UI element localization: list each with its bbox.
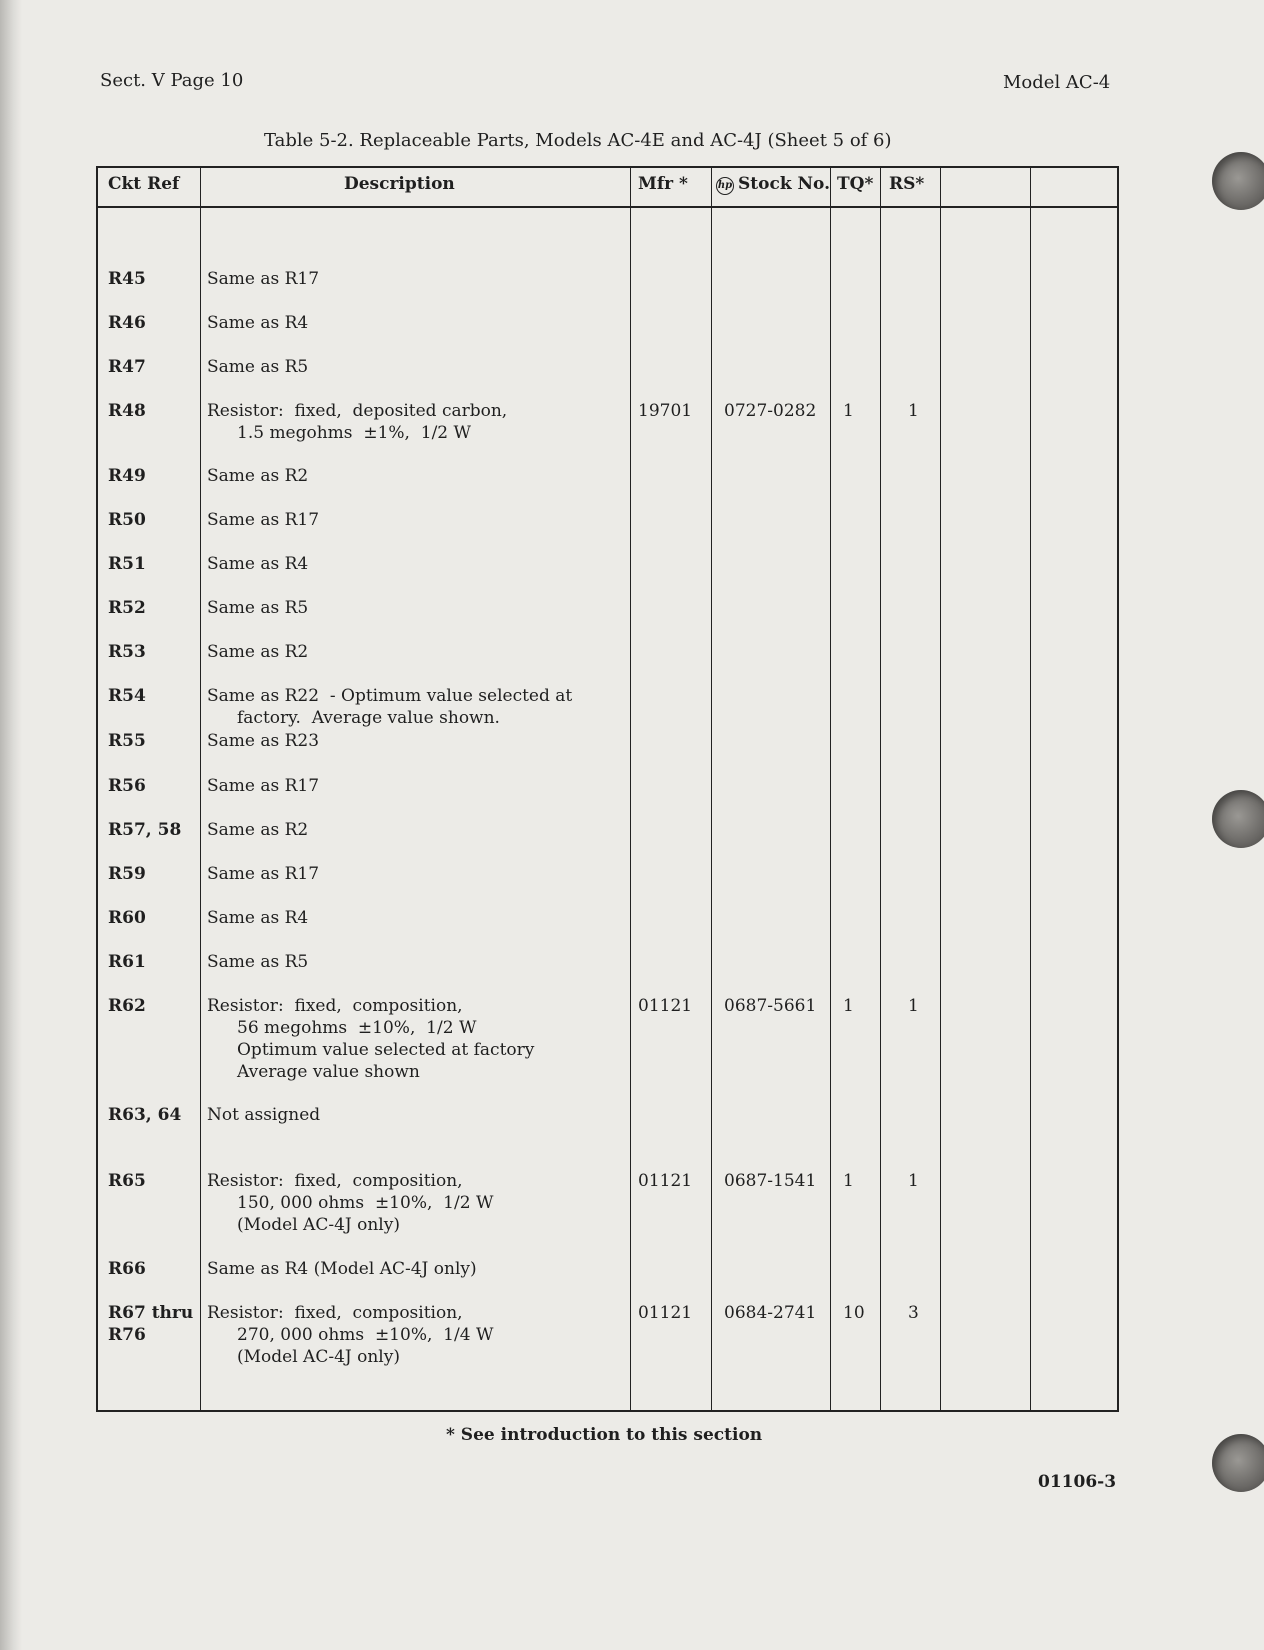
- col-divider: [880, 166, 881, 1412]
- tq-cell: 1: [843, 996, 854, 1016]
- ckt-ref-cell: [108, 863, 146, 885]
- description-cell: [207, 819, 308, 841]
- description-cell: [207, 1302, 493, 1368]
- description-cell: [207, 1258, 477, 1280]
- description-line: Same as R17: [207, 269, 320, 289]
- description-line: Resistor: fixed, composition,: [207, 996, 463, 1016]
- ckt-ref-text: R45: [108, 269, 146, 289]
- stock-number-cell: 0687-1541: [724, 1171, 817, 1191]
- description-line: 270, 000 ohms ±10%, 1/4 W: [237, 1325, 494, 1345]
- mfr-cell: 01121: [638, 1303, 693, 1323]
- header-divider: [96, 206, 1119, 208]
- description-line: Optimum value selected at factory: [237, 1040, 535, 1060]
- description-line: 56 megohms ±10%, 1/2 W: [237, 1018, 477, 1038]
- ckt-ref-text: R56: [108, 776, 146, 796]
- description-cell: [207, 312, 308, 334]
- ckt-ref-cell: [108, 907, 146, 929]
- description-line: Same as R22 - Optimum value selected at: [207, 686, 573, 706]
- hp-logo-icon: hp: [716, 177, 734, 195]
- description-line: (Model AC-4J only): [237, 1215, 400, 1235]
- ckt-ref-text: R55: [108, 731, 146, 751]
- description-line: Average value shown: [237, 1062, 420, 1082]
- description-cell: [207, 951, 308, 973]
- ckt-ref-text: R65: [108, 1171, 146, 1191]
- ckt-ref-cell: [108, 312, 146, 334]
- ckt-ref-cell: [108, 268, 146, 290]
- ckt-ref-cell: [108, 775, 146, 797]
- description-cell: [207, 863, 319, 885]
- description-line: 150, 000 ohms ±10%, 1/2 W: [237, 1193, 494, 1213]
- description-line: 1.5 megohms ±1%, 1/2 W: [237, 423, 471, 443]
- binder-hole-top: [1212, 152, 1264, 210]
- description-line: Same as R17: [207, 864, 320, 884]
- ckt-ref-text: R60: [108, 908, 146, 928]
- col-divider: [711, 166, 712, 1412]
- col-header-stock: [716, 174, 830, 195]
- ckt-ref-text: R67 thru: [108, 1303, 194, 1323]
- description-cell: [207, 1104, 320, 1126]
- description-line: Not assigned: [207, 1105, 321, 1125]
- col-header-description: Description: [344, 174, 455, 194]
- tq-cell: 1: [843, 1171, 854, 1191]
- ckt-ref-text: R63, 64: [108, 1105, 182, 1125]
- ckt-ref-cell: [108, 641, 146, 663]
- description-line: Resistor: fixed, deposited carbon,: [207, 401, 508, 421]
- ckt-ref-text: R61: [108, 952, 146, 972]
- ckt-ref-cell: [108, 509, 146, 531]
- rs-cell: 1: [908, 1171, 919, 1191]
- description-line: Same as R4: [207, 554, 309, 574]
- description-line: Resistor: fixed, composition,: [207, 1171, 463, 1191]
- description-line: Same as R2: [207, 820, 309, 840]
- description-line: Same as R5: [207, 357, 309, 377]
- col-header-tq: TQ*: [837, 174, 874, 194]
- description-line: Resistor: fixed, composition,: [207, 1303, 463, 1323]
- description-cell: [207, 907, 308, 929]
- ckt-ref-cell: [108, 465, 146, 487]
- rs-cell: 3: [908, 1303, 919, 1323]
- description-line: Same as R4: [207, 908, 309, 928]
- table-title: Table 5-2. Replaceable Parts, Models AC-4E and AC-4J (Sheet 5 of 6): [264, 130, 892, 151]
- ckt-ref-text: R52: [108, 598, 146, 618]
- description-cell: [207, 465, 308, 487]
- section-page-label: Sect. V Page 10: [100, 70, 244, 91]
- description-line: Same as R23: [207, 731, 320, 751]
- description-line: Same as R4 (Model AC-4J only): [207, 1259, 477, 1279]
- stock-number-cell: 0687-5661: [724, 996, 817, 1016]
- model-label: Model AC-4: [1003, 72, 1111, 93]
- description-cell: [207, 268, 319, 290]
- col-header-mfr: Mfr *: [638, 174, 688, 194]
- stock-number-cell: 0727-0282: [724, 401, 817, 421]
- ckt-ref-text: R59: [108, 864, 146, 884]
- col-header-rs: RS*: [889, 174, 925, 194]
- binder-hole-middle: [1212, 790, 1264, 848]
- description-cell: [207, 685, 572, 729]
- mfr-cell: 19701: [638, 401, 693, 421]
- ckt-ref-cell: [108, 685, 146, 707]
- document-number: 01106-3: [1038, 1472, 1117, 1492]
- description-line: Same as R17: [207, 776, 320, 796]
- mfr-cell: 01121: [638, 996, 693, 1016]
- description-line: Same as R5: [207, 598, 309, 618]
- ckt-ref-cell: [108, 730, 146, 752]
- ckt-ref-text: R47: [108, 357, 146, 377]
- stock-number-cell: 0684-2741: [724, 1303, 817, 1323]
- description-cell: [207, 597, 308, 619]
- ckt-ref-cell: [108, 995, 146, 1017]
- ckt-ref-text: R51: [108, 554, 146, 574]
- description-line: Same as R4: [207, 313, 309, 333]
- ckt-ref-text: R49: [108, 466, 146, 486]
- ckt-ref-text: R54: [108, 686, 146, 706]
- col-divider: [200, 166, 201, 1412]
- col-divider: [1030, 166, 1031, 1412]
- description-cell: [207, 509, 319, 531]
- description-cell: [207, 775, 319, 797]
- ckt-ref-cell: [108, 1258, 146, 1280]
- ckt-ref-cell: [108, 553, 146, 575]
- col-header-ckt-ref: Ckt Ref: [108, 174, 180, 194]
- col-divider: [940, 166, 941, 1412]
- description-cell: [207, 730, 319, 752]
- page-edge-shadow: [0, 0, 22, 1650]
- description-line: (Model AC-4J only): [237, 1347, 400, 1367]
- binder-hole-bottom: [1212, 1434, 1264, 1492]
- ckt-ref-text: R53: [108, 642, 146, 662]
- ckt-ref-cell: [108, 1302, 193, 1346]
- col-divider: [830, 166, 831, 1412]
- mfr-cell: 01121: [638, 1171, 693, 1191]
- ckt-ref-text: R57, 58: [108, 820, 182, 840]
- tq-cell: 1: [843, 401, 854, 421]
- description-line: factory. Average value shown.: [237, 708, 500, 728]
- ckt-ref-cell: [108, 951, 146, 973]
- description-line: Same as R5: [207, 952, 309, 972]
- ckt-ref-text: R76: [108, 1325, 146, 1345]
- description-line: Same as R2: [207, 642, 309, 662]
- description-cell: [207, 553, 308, 575]
- ckt-ref-text: R66: [108, 1259, 146, 1279]
- ckt-ref-text: R62: [108, 996, 146, 1016]
- ckt-ref-cell: [108, 356, 146, 378]
- description-cell: [207, 1170, 493, 1236]
- rs-cell: 1: [908, 996, 919, 1016]
- ckt-ref-text: R50: [108, 510, 146, 530]
- description-line: Same as R2: [207, 466, 309, 486]
- tq-cell: 10: [843, 1303, 865, 1323]
- description-cell: [207, 995, 534, 1083]
- ckt-ref-cell: [108, 400, 146, 422]
- ckt-ref-cell: [108, 1104, 181, 1126]
- description-cell: [207, 641, 308, 663]
- col-header-stock-label: Stock No.: [738, 174, 831, 194]
- ckt-ref-text: R46: [108, 313, 146, 333]
- description-cell: [207, 400, 507, 444]
- ckt-ref-cell: [108, 819, 181, 841]
- description-line: Same as R17: [207, 510, 320, 530]
- col-divider: [630, 166, 631, 1412]
- description-cell: [207, 356, 308, 378]
- footnote: * See introduction to this section: [446, 1425, 763, 1445]
- ckt-ref-cell: [108, 1170, 146, 1192]
- rs-cell: 1: [908, 401, 919, 421]
- ckt-ref-text: R48: [108, 401, 146, 421]
- ckt-ref-cell: [108, 597, 146, 619]
